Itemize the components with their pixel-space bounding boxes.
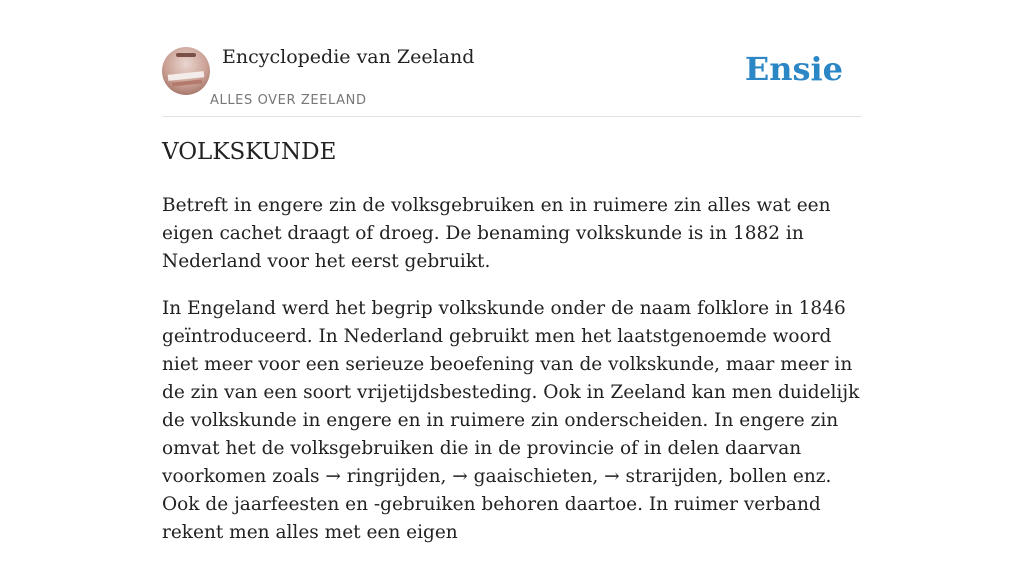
entry-paragraph: In Engeland werd het begrip volkskunde onder de naam folklore in 1846 geïntroduceerd. In Nederland gebruikt men het laatstgenoemde woord niet meer voor een serieuze beoefening van de volkskunde, maar meer in de zin van een soort vrijetijdsbesteding. Ook in Zeeland kan men duidelijk de volkskunde in engere en in ruimere zin onderscheiden. In engere zin omvat het de volksgebruiken die in de provincie of in delen daarvan voorkomen zoals → ringrijden, → gaaischieten, → strarijden, bollen enz. Ook de jaarfeesten en -gebruiken behoren daartoe. In ruimer verband rekent men alles met een eigen [162, 298, 860, 543]
encyclopedia-title-link[interactable]: Encyclopedie van Zeeland [222, 46, 475, 68]
entry-body [162, 192, 862, 566]
entry-paragraph: Betreft in engere zin de volksgebruiken en in ruimere zin alles wat een eigen cachet draagt of droeg. De benaming volkskunde is in 1882 in Nederland voor het eerst gebruikt. [162, 195, 831, 272]
encyclopedia-subtitle: ALLES OVER ZEELAND [210, 93, 367, 108]
site-header [162, 40, 862, 117]
encyclopedia-avatar[interactable] [162, 47, 210, 95]
ensie-logo-link[interactable]: Ensie [744, 50, 843, 88]
avatar-detail [176, 53, 196, 57]
avatar-detail [172, 79, 202, 86]
entry-title: VOLKSKUNDE [162, 139, 337, 165]
